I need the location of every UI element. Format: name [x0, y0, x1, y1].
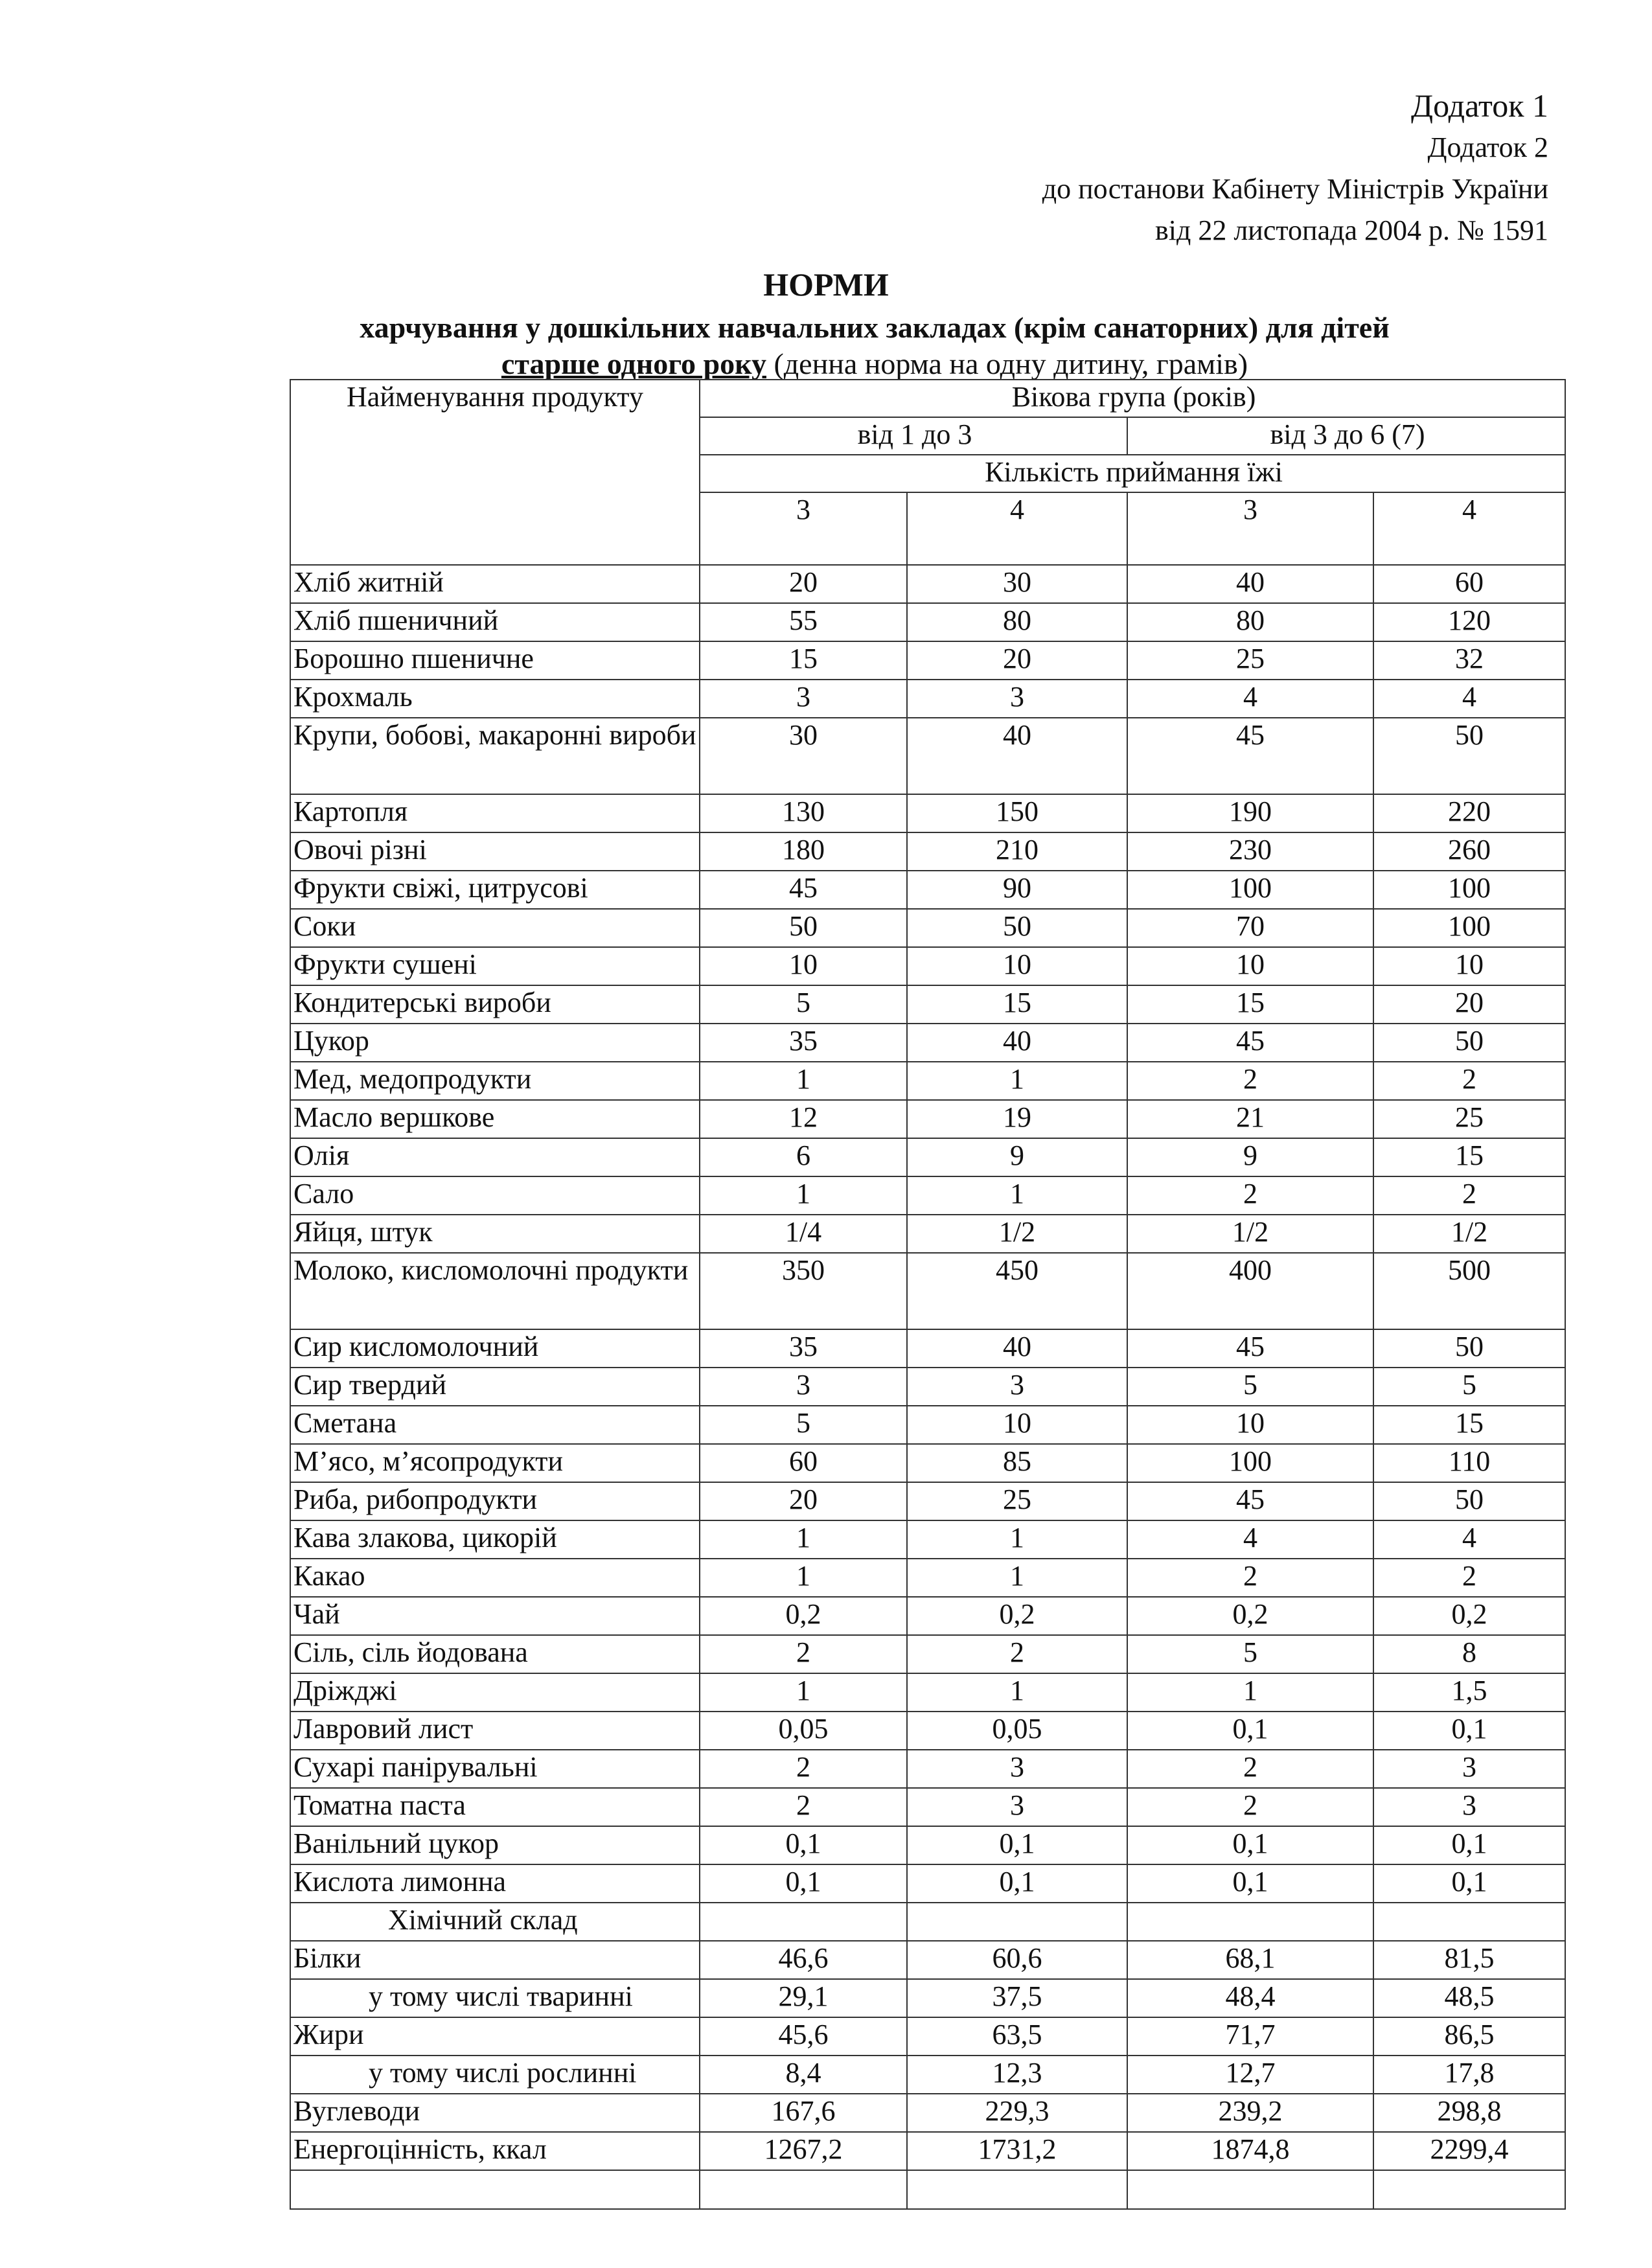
- value-cell: 45: [1127, 718, 1373, 794]
- value-cell: 8: [1373, 1635, 1565, 1673]
- product-name-cell: Лавровий лист: [290, 1712, 700, 1750]
- value-cell: 298,8: [1373, 2094, 1565, 2132]
- table-row: [290, 1215, 1565, 1253]
- table-row: [290, 641, 1565, 680]
- value-cell: 60: [1373, 565, 1565, 603]
- product-name-cell: Жири: [290, 2017, 700, 2056]
- subtitle-unit-note: (денна норма на одну дитину, грамів): [766, 347, 1248, 380]
- value-cell: 20: [700, 1482, 907, 1520]
- product-name-cell: у тому числі рослинні: [290, 2056, 700, 2094]
- value-cell: 190: [1127, 794, 1373, 832]
- table-row: [290, 871, 1565, 909]
- appendix-2-label: Додаток 2: [1427, 132, 1548, 163]
- value-cell: 3: [907, 1750, 1127, 1788]
- value-cell: 1: [700, 1673, 907, 1712]
- value-cell: 55: [700, 603, 907, 641]
- empty-cell: [1373, 2170, 1565, 2209]
- value-cell: 130: [700, 794, 907, 832]
- value-cell: 0,2: [1373, 1597, 1565, 1635]
- value-cell: 20: [1373, 985, 1565, 1024]
- table-row: [290, 1024, 1565, 1062]
- value-cell: 4: [1373, 680, 1565, 718]
- product-name-cell: Дріжджі: [290, 1673, 700, 1712]
- table-row: [290, 603, 1565, 641]
- value-cell: 10: [700, 947, 907, 985]
- value-cell: 45: [700, 871, 907, 909]
- value-cell: 60: [700, 1444, 907, 1482]
- value-cell: 1267,2: [700, 2132, 907, 2170]
- value-cell: 5: [1373, 1368, 1565, 1406]
- value-cell: 1,5: [1373, 1673, 1565, 1712]
- product-name-cell: Фрукти сушені: [290, 947, 700, 985]
- table-row: [290, 1253, 1565, 1329]
- table-row: [290, 565, 1565, 603]
- value-cell: 229,3: [907, 2094, 1127, 2132]
- value-cell: 10: [1127, 1406, 1373, 1444]
- norms-table: [290, 379, 1566, 2210]
- value-cell: 150: [907, 794, 1127, 832]
- value-cell: 50: [1373, 718, 1565, 794]
- table-row: [290, 1559, 1565, 1597]
- product-name-cell: Молоко, кисломолочні продукти: [290, 1253, 700, 1329]
- value-cell: 5: [1127, 1635, 1373, 1673]
- value-cell: 100: [1373, 871, 1565, 909]
- value-cell: 90: [907, 871, 1127, 909]
- table-row: [290, 2094, 1565, 2132]
- table-row: [290, 1329, 1565, 1368]
- product-name-cell: Борошно пшеничне: [290, 641, 700, 680]
- product-name-cell: Фрукти свіжі, цитрусові: [290, 871, 700, 909]
- value-cell: 10: [907, 1406, 1127, 1444]
- value-cell: 15: [907, 985, 1127, 1024]
- value-cell: 220: [1373, 794, 1565, 832]
- empty-cell: [907, 1903, 1127, 1941]
- empty-cell: [700, 1903, 907, 1941]
- value-cell: 1: [700, 1062, 907, 1100]
- product-name-cell: Білки: [290, 1941, 700, 1979]
- value-cell: 12: [700, 1100, 907, 1138]
- value-cell: 3: [907, 680, 1127, 718]
- value-cell: 1: [700, 1176, 907, 1215]
- value-cell: 25: [1373, 1100, 1565, 1138]
- value-cell: 3: [700, 680, 907, 718]
- value-cell: 1/4: [700, 1215, 907, 1253]
- value-cell: 12,3: [907, 2056, 1127, 2094]
- value-cell: 81,5: [1373, 1941, 1565, 1979]
- value-cell: 9: [1127, 1138, 1373, 1176]
- value-cell: 8,4: [700, 2056, 907, 2094]
- value-cell: 3: [1373, 1750, 1565, 1788]
- value-cell: 10: [907, 947, 1127, 985]
- value-cell: 50: [1373, 1482, 1565, 1520]
- product-name-cell: Масло вершкове: [290, 1100, 700, 1138]
- value-cell: 15: [1373, 1406, 1565, 1444]
- product-name-cell: Кондитерські вироби: [290, 985, 700, 1024]
- table-row: [290, 1864, 1565, 1903]
- value-cell: 0,2: [1127, 1597, 1373, 1635]
- value-cell: 2: [1127, 1176, 1373, 1215]
- value-cell: 3: [907, 1788, 1127, 1826]
- value-cell: 110: [1373, 1444, 1565, 1482]
- value-cell: 5: [1127, 1368, 1373, 1406]
- value-cell: 167,6: [700, 2094, 907, 2132]
- value-cell: 100: [1373, 909, 1565, 947]
- value-cell: 400: [1127, 1253, 1373, 1329]
- value-cell: 30: [907, 565, 1127, 603]
- table-row: [290, 832, 1565, 871]
- document-subtitle: [259, 310, 1490, 382]
- value-cell: 1/2: [1127, 1215, 1373, 1253]
- value-cell: 239,2: [1127, 2094, 1373, 2132]
- value-cell: 210: [907, 832, 1127, 871]
- meal-count-cell: 3: [1127, 492, 1373, 565]
- value-cell: 1874,8: [1127, 2132, 1373, 2170]
- empty-cell: [1127, 2170, 1373, 2209]
- table-row: [290, 1100, 1565, 1138]
- value-cell: 3: [1373, 1788, 1565, 1826]
- value-cell: 10: [1373, 947, 1565, 985]
- value-cell: 50: [700, 909, 907, 947]
- value-cell: 0,1: [1127, 1864, 1373, 1903]
- value-cell: 260: [1373, 832, 1565, 871]
- table-row: [290, 2132, 1565, 2170]
- value-cell: 1/2: [1373, 1215, 1565, 1253]
- value-cell: 2: [700, 1750, 907, 1788]
- table-row: [290, 1520, 1565, 1559]
- value-cell: 0,05: [907, 1712, 1127, 1750]
- value-cell: 15: [1127, 985, 1373, 1024]
- value-cell: 35: [700, 1024, 907, 1062]
- value-cell: 0,1: [1127, 1712, 1373, 1750]
- product-name-cell: Сир кисломолочний: [290, 1329, 700, 1368]
- product-name-cell: Сметана: [290, 1406, 700, 1444]
- value-cell: 40: [1127, 565, 1373, 603]
- product-name-cell: Ванільний цукор: [290, 1826, 700, 1864]
- document-header: [1042, 84, 1548, 251]
- value-cell: 4: [1127, 1520, 1373, 1559]
- table-row: [290, 794, 1565, 832]
- table-row: [290, 1979, 1565, 2017]
- subtitle-bold-part1: харчування у дошкільних навчальних закладах (крім санаторних) для дітей: [360, 311, 1390, 344]
- value-cell: 45,6: [700, 2017, 907, 2056]
- value-cell: 1: [907, 1176, 1127, 1215]
- document-title: НОРМИ: [763, 266, 889, 303]
- value-cell: 450: [907, 1253, 1127, 1329]
- value-cell: 0,2: [907, 1597, 1127, 1635]
- value-cell: 10: [1127, 947, 1373, 985]
- empty-cell: [1127, 1903, 1373, 1941]
- table-row: [290, 1176, 1565, 1215]
- table-row: [290, 1826, 1565, 1864]
- value-cell: 0,05: [700, 1712, 907, 1750]
- value-cell: 2: [1127, 1062, 1373, 1100]
- table-row: [290, 1712, 1565, 1750]
- product-name-cell: Какао: [290, 1559, 700, 1597]
- value-cell: 1: [907, 1559, 1127, 1597]
- value-cell: 71,7: [1127, 2017, 1373, 2056]
- value-cell: 50: [907, 909, 1127, 947]
- product-name-cell: Овочі різні: [290, 832, 700, 871]
- value-cell: 2: [700, 1788, 907, 1826]
- value-cell: 68,1: [1127, 1941, 1373, 1979]
- value-cell: 0,1: [907, 1864, 1127, 1903]
- table-row: [290, 1597, 1565, 1635]
- product-name-cell: Хліб житній: [290, 565, 700, 603]
- value-cell: 2: [1127, 1750, 1373, 1788]
- value-cell: 3: [907, 1368, 1127, 1406]
- product-name-cell: Кислота лимонна: [290, 1864, 700, 1903]
- value-cell: 20: [700, 565, 907, 603]
- table-row: [290, 1482, 1565, 1520]
- table-row: [290, 947, 1565, 985]
- product-name-cell: Сухарі панірувальні: [290, 1750, 700, 1788]
- product-name-cell: Риба, рибопродукти: [290, 1482, 700, 1520]
- value-cell: 46,6: [700, 1941, 907, 1979]
- value-cell: 3: [700, 1368, 907, 1406]
- value-cell: 230: [1127, 832, 1373, 871]
- value-cell: 0,1: [1373, 1864, 1565, 1903]
- product-name-cell: Олія: [290, 1138, 700, 1176]
- value-cell: 1: [1127, 1673, 1373, 1712]
- product-name-cell: Енергоцінність, ккал: [290, 2132, 700, 2170]
- appendix-1-label: Додаток 1: [1411, 87, 1548, 124]
- product-name-cell: Хліб пшеничний: [290, 603, 700, 641]
- value-cell: 2: [700, 1635, 907, 1673]
- table-row: [290, 1635, 1565, 1673]
- product-name-cell: Кава злакова, цикорій: [290, 1520, 700, 1559]
- table-row: [290, 985, 1565, 1024]
- value-cell: 120: [1373, 603, 1565, 641]
- empty-cell: [1373, 1903, 1565, 1941]
- value-cell: 5: [700, 985, 907, 1024]
- age-group-header: Вікова група (років): [700, 380, 1565, 417]
- value-cell: 15: [1373, 1138, 1565, 1176]
- value-cell: 63,5: [907, 2017, 1127, 2056]
- value-cell: 2: [1373, 1062, 1565, 1100]
- product-name-cell: Вуглеводи: [290, 2094, 700, 2132]
- value-cell: 21: [1127, 1100, 1373, 1138]
- value-cell: 2: [1127, 1559, 1373, 1597]
- meal-count-cell: 4: [907, 492, 1127, 565]
- value-cell: 40: [907, 1024, 1127, 1062]
- value-cell: 2: [907, 1635, 1127, 1673]
- value-cell: 5: [700, 1406, 907, 1444]
- value-cell: 35: [700, 1329, 907, 1368]
- value-cell: 12,7: [1127, 2056, 1373, 2094]
- value-cell: 48,4: [1127, 1979, 1373, 2017]
- value-cell: 0,1: [700, 1864, 907, 1903]
- empty-cell: [290, 2170, 700, 2209]
- meals-count-header: Кількість приймання їжі: [700, 455, 1565, 492]
- subtitle-bold-part2: старше одного року: [501, 347, 766, 380]
- product-name-cell: Сало: [290, 1176, 700, 1215]
- value-cell: 45: [1127, 1482, 1373, 1520]
- table-row: [290, 1750, 1565, 1788]
- table-row: [290, 2056, 1565, 2094]
- value-cell: 4: [1373, 1520, 1565, 1559]
- value-cell: 0,1: [1373, 1826, 1565, 1864]
- value-cell: 1731,2: [907, 2132, 1127, 2170]
- resolution-reference: до постанови Кабінету Міністрів України: [1042, 173, 1548, 205]
- resolution-date: від 22 листопада 2004 р. № 1591: [1154, 214, 1548, 246]
- table-row: [290, 1444, 1565, 1482]
- value-cell: 0,1: [700, 1826, 907, 1864]
- value-cell: 0,1: [1373, 1712, 1565, 1750]
- product-name-cell: Картопля: [290, 794, 700, 832]
- value-cell: 180: [700, 832, 907, 871]
- table-row: [290, 1903, 1565, 1941]
- value-cell: 20: [907, 641, 1127, 680]
- value-cell: 100: [1127, 871, 1373, 909]
- product-name-cell: Крупи, бобові, макаронні вироби: [290, 718, 700, 794]
- product-name-cell: Цукор: [290, 1024, 700, 1062]
- table-row: [290, 1941, 1565, 1979]
- empty-cell: [700, 2170, 907, 2209]
- table-row: [290, 2017, 1565, 2056]
- meal-count-cell: 3: [700, 492, 907, 565]
- value-cell: 60,6: [907, 1941, 1127, 1979]
- table-row: [290, 1406, 1565, 1444]
- chemical-composition-heading: Хімічний склад: [290, 1903, 700, 1941]
- value-cell: 85: [907, 1444, 1127, 1482]
- table-row: [290, 1368, 1565, 1406]
- value-cell: 19: [907, 1100, 1127, 1138]
- product-name-cell: Томатна паста: [290, 1788, 700, 1826]
- product-name-cell: Яйця, штук: [290, 1215, 700, 1253]
- value-cell: 40: [907, 718, 1127, 794]
- value-cell: 1: [907, 1520, 1127, 1559]
- value-cell: 1: [700, 1520, 907, 1559]
- value-cell: 0,1: [1127, 1826, 1373, 1864]
- value-cell: 40: [907, 1329, 1127, 1368]
- value-cell: 1: [907, 1062, 1127, 1100]
- value-cell: 80: [1127, 603, 1373, 641]
- value-cell: 1: [907, 1673, 1127, 1712]
- value-cell: 17,8: [1373, 2056, 1565, 2094]
- value-cell: 25: [1127, 641, 1373, 680]
- product-name-cell: Соки: [290, 909, 700, 947]
- table-row: [290, 1138, 1565, 1176]
- value-cell: 4: [1127, 680, 1373, 718]
- value-cell: 2: [1373, 1559, 1565, 1597]
- value-cell: 6: [700, 1138, 907, 1176]
- table-row: [290, 718, 1565, 794]
- value-cell: 32: [1373, 641, 1565, 680]
- value-cell: 0,2: [700, 1597, 907, 1635]
- table-row: [290, 909, 1565, 947]
- product-name-cell: Сир твердий: [290, 1368, 700, 1406]
- value-cell: 29,1: [700, 1979, 907, 2017]
- value-cell: 1/2: [907, 1215, 1127, 1253]
- value-cell: 0,1: [907, 1826, 1127, 1864]
- product-name-cell: Мед, медопродукти: [290, 1062, 700, 1100]
- product-column-header: Найменування продукту: [290, 380, 700, 565]
- value-cell: 80: [907, 603, 1127, 641]
- table-row: [290, 1062, 1565, 1100]
- value-cell: 50: [1373, 1024, 1565, 1062]
- value-cell: 86,5: [1373, 2017, 1565, 2056]
- value-cell: 500: [1373, 1253, 1565, 1329]
- product-name-cell: Чай: [290, 1597, 700, 1635]
- value-cell: 50: [1373, 1329, 1565, 1368]
- value-cell: 100: [1127, 1444, 1373, 1482]
- value-cell: 25: [907, 1482, 1127, 1520]
- age-3-6-header: від 3 до 6 (7): [1127, 417, 1565, 455]
- value-cell: 2299,4: [1373, 2132, 1565, 2170]
- value-cell: 45: [1127, 1024, 1373, 1062]
- product-name-cell: Крохмаль: [290, 680, 700, 718]
- table-row: [290, 1673, 1565, 1712]
- value-cell: 2: [1127, 1788, 1373, 1826]
- value-cell: 48,5: [1373, 1979, 1565, 2017]
- value-cell: 350: [700, 1253, 907, 1329]
- value-cell: 30: [700, 718, 907, 794]
- product-name-cell: у тому числі тваринні: [290, 1979, 700, 2017]
- meal-count-cell: 4: [1373, 492, 1565, 565]
- product-name-cell: Сіль, сіль йодована: [290, 1635, 700, 1673]
- table-row: [290, 1788, 1565, 1826]
- value-cell: 1: [700, 1559, 907, 1597]
- value-cell: 2: [1373, 1176, 1565, 1215]
- value-cell: 45: [1127, 1329, 1373, 1368]
- product-name-cell: М’ясо, м’ясопродукти: [290, 1444, 700, 1482]
- value-cell: 70: [1127, 909, 1373, 947]
- value-cell: 9: [907, 1138, 1127, 1176]
- value-cell: 15: [700, 641, 907, 680]
- value-cell: 37,5: [907, 1979, 1127, 2017]
- table-row: [290, 680, 1565, 718]
- age-1-3-header: від 1 до 3: [700, 417, 1127, 455]
- blank-row: [290, 2170, 1565, 2209]
- empty-cell: [907, 2170, 1127, 2209]
